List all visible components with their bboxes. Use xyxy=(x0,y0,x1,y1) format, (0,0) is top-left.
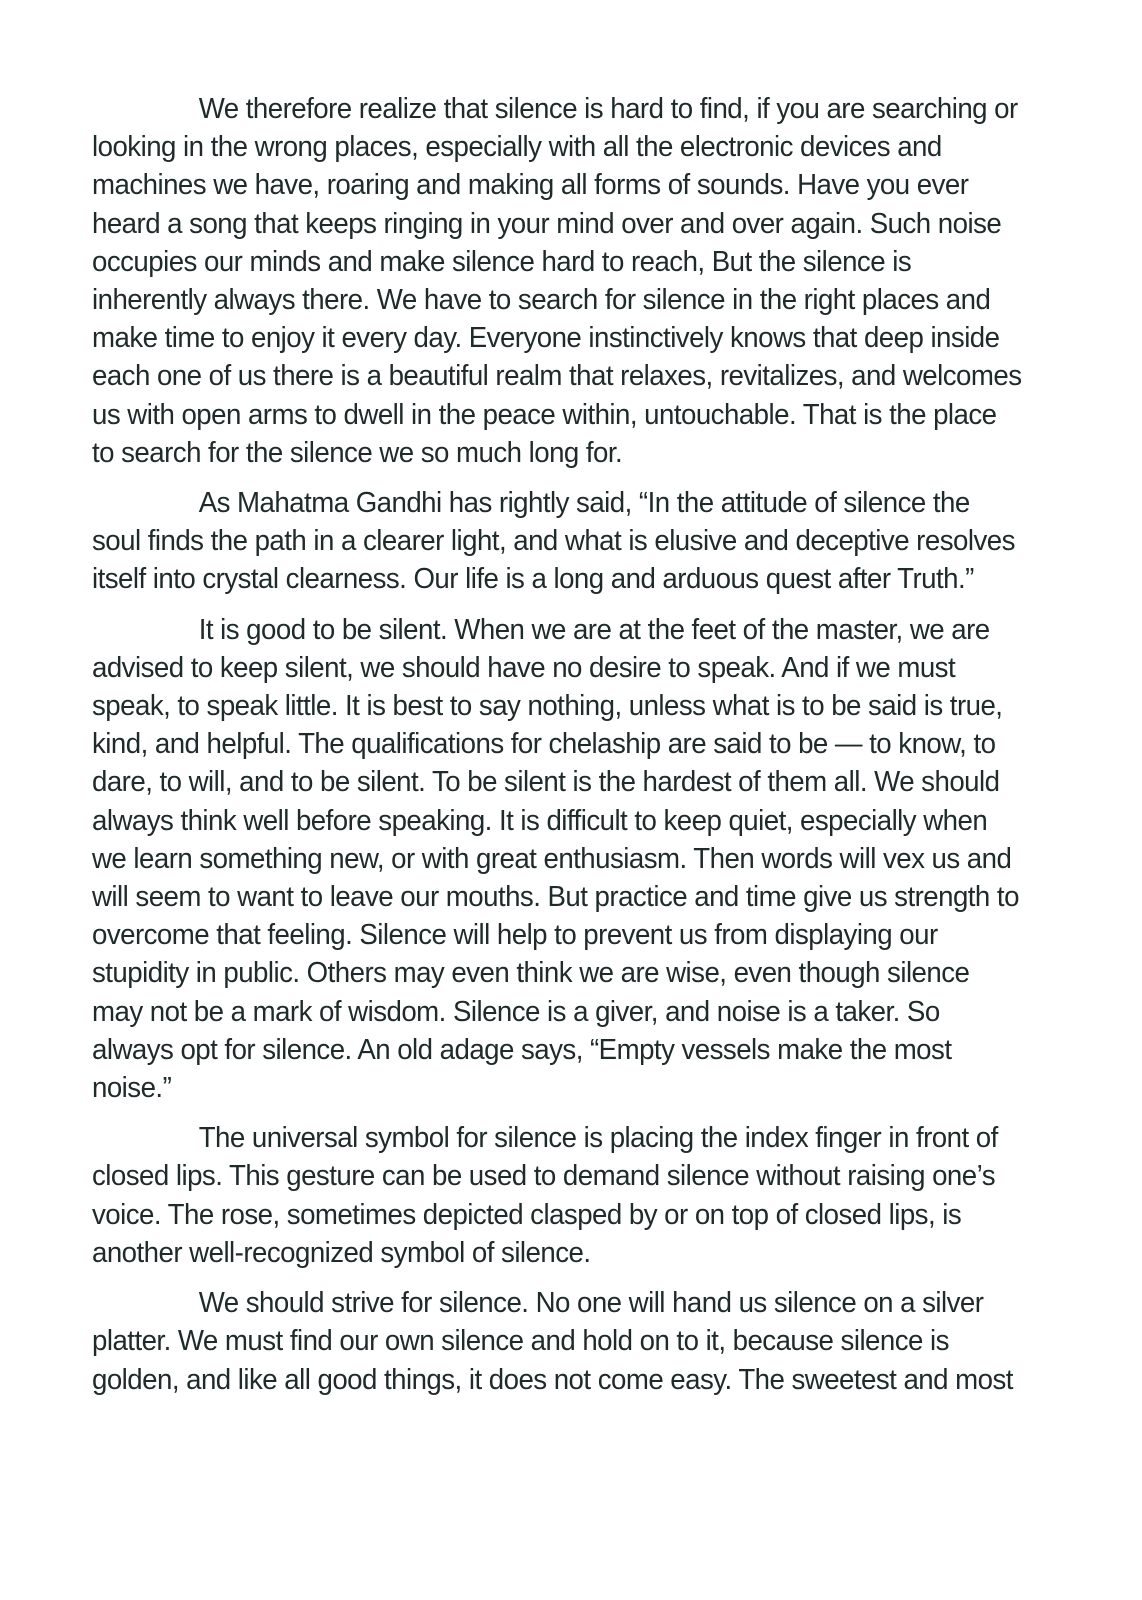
paragraph-5: We should strive for silence. No one will hand us silence on a silver platter. We must find our own silence and hold on to it, because silence is golden, and like all good things, it does not come easy. The sweetest and most xyxy=(92,1287,1013,1396)
paragraph-1: We therefore realize that silence is hard to find, if you are searching or looking in the wrong places, especially with all the electronic devices and machines we have, roaring and making all forms of sounds. Have you ever heard a song that keeps ringing in your mind over and over again. Such noise occupies our minds and make silence hard to reach, But the silence is inherently always there. We have to search for silence in the right places and make time to enjoy it every day. Everyone instinctively knows that deep inside each one of us there is a beautiful realm that relaxes, revitalizes, and welcomes us with open arms to dwell in the peace within, untouchable. That is the place to search for the silence we so much long for. xyxy=(92,93,1022,469)
paragraph-3: It is good to be silent. When we are at the feet of the master, we are advised to keep silent, we should have no desire to speak. And if we must speak, to speak little. It is best to say nothing, unless what is to be said is true, kind, and helpful. The qualifications for chelaship are said to be — to know, to dare, to will, and to be silent. To be silent is the hardest of them all. We should always think well before speaking. It is difficult to keep quiet, especially when we learn something new, or with great enthusiasm. Then words will vex us and will seem to want to leave our mouths. But practice and time give us strength to overcome that feeling. Silence will help to prevent us from displaying our stupidity in public. Others may even think we are wise, even though silence may not be a mark of wisdom. Silence is a giver, and noise is a taker. So always opt for silence. An old adage says, “Empty vessels make the most noise.” xyxy=(92,613,1019,1105)
document-page xyxy=(92,90,1023,1411)
paragraph-4: The universal symbol for silence is placing the index finger in front of closed lips. This gesture can be used to demand silence without raising one’s voice. The rose, sometimes depicted clasped by or on top of closed lips, is another well-recognized symbol of silence. xyxy=(92,1122,998,1269)
paragraph-2: As Mahatma Gandhi has rightly said, “In the attitude of silence the soul finds the path in a clearer light, and what is elusive and deceptive resolves itself into crystal clearness. Our life is a long and arduous quest after Truth.” xyxy=(92,487,1015,596)
